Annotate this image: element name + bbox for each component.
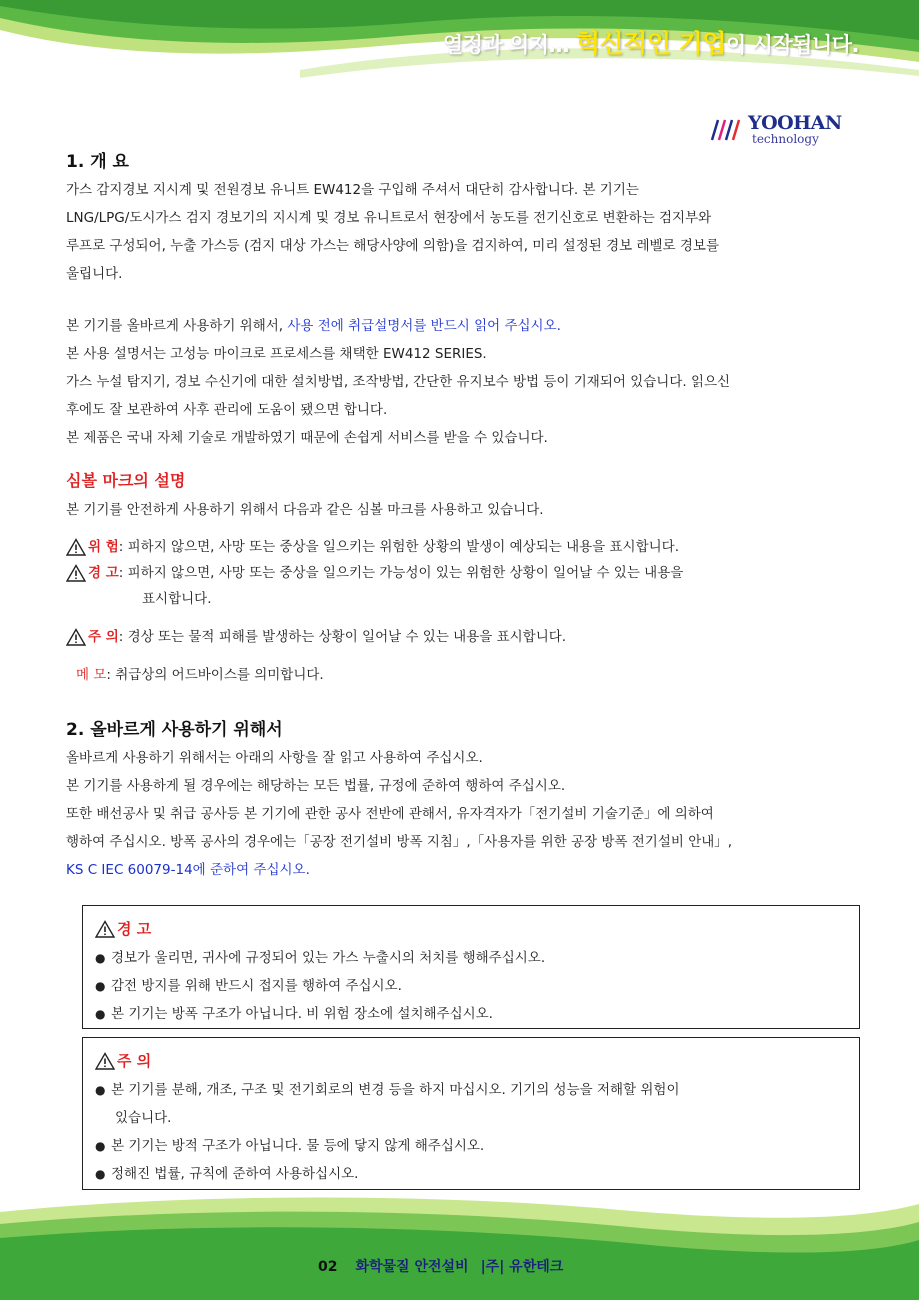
section1-line: 가스 감지경보 지시계 및 전원경보 유니트 EW412을 구입해 주셔서 대단히 감사합니다. 본 기기는 — [66, 182, 639, 198]
symbol-caution-text: : 경상 또는 물적 피해를 발생하는 상황이 일어날 수 있는 내용을 표시합니다. — [118, 629, 567, 645]
logo-subtitle: technology — [752, 132, 819, 146]
symbol-danger — [66, 534, 866, 560]
list-item: ● 본 기기는 방적 구조가 아닙니다. 물 등에 닿지 않게 해주십시오. — [95, 1132, 847, 1160]
list-item: ● 본 기기는 방폭 구조가 아닙니다. 비 위험 장소에 설치해주십시오. — [95, 1000, 847, 1028]
bullet-icon: ● — [95, 1139, 106, 1153]
section1-line: LNG/LPG/도시가스 검지 경보기의 지시계 및 경보 유니트로서 현장에서 농도를 전기신호로 변환하는 검지부와 — [66, 210, 712, 226]
symbol-memo-label: 메 모 — [76, 667, 107, 683]
caution-box-title-row — [95, 1046, 847, 1076]
list-item: ● 경보가 울리면, 귀사에 규정되어 있는 가스 누출시의 처치를 행해주십시오. — [95, 944, 847, 972]
warning-triangle-icon — [95, 920, 115, 938]
section2-title: 2. 올바르게 사용하기 위해서 — [66, 720, 283, 740]
usage-notice-emphasis: 사용 전에 취급설명서를 반드시 읽어 주십시오. — [287, 318, 561, 334]
section1-line: 후에도 잘 보관하여 사후 관리에 도움이 됐으면 합니다. — [66, 402, 388, 418]
section1-line: 가스 누설 탐지기, 경보 수신기에 대한 설치방법, 조작방법, 간단한 유지보수 방법 등이 기재되어 있습니다. 읽으신 — [66, 374, 731, 390]
warning-box-title-row — [95, 914, 847, 944]
symbol-memo — [66, 662, 866, 688]
section1-line: 본 사용 설명서는 고성능 마이크로 프로세스를 채택한 EW412 SERIES. — [66, 346, 487, 362]
symbol-danger-text: : 피하지 않으면, 사망 또는 중상을 일으키는 위험한 상황의 발생이 예상되는 내용을 표시합니다. — [118, 539, 679, 555]
warning-triangle-icon — [66, 538, 86, 556]
bullet-icon: ● — [95, 1083, 106, 1097]
warning-triangle-icon — [66, 628, 86, 646]
bullet-icon: ● — [95, 979, 106, 993]
symbol-caution-label: 주 의 — [88, 629, 119, 645]
slogan-highlight: 혁신적인 기업 — [575, 29, 726, 58]
section1-title: 1. 개 요 — [66, 152, 129, 172]
list-item-continuation: 있습니다. — [115, 1110, 172, 1126]
symbol-warning-text-cont: 표시합니다. — [142, 591, 212, 607]
bullet-icon: ● — [95, 1167, 106, 1181]
section2-line: 또한 배선공사 및 취급 공사등 본 기기에 관한 공사 전반에 관해서, 유자격자가「전기설비 기술기준」에 의하여 — [66, 806, 714, 822]
bullet-icon: ● — [95, 1007, 106, 1021]
section2-line: 행하여 주십시오. 방폭 공사의 경우에는「공장 전기설비 방폭 지침」,「사용자를 위한 공장 방폭 전기설비 안내」, — [66, 834, 733, 850]
logo-name: YOOHAN — [748, 112, 842, 134]
list-item: ● 본 기기를 분해, 개조, 구조 및 전기회로의 변경 등을 하지 마십시오. 기기의 성능을 저해할 위험이 — [95, 1076, 847, 1104]
section1-line: 루프로 구성되어, 누출 가스등 (검지 대상 가스는 해당사양에 의함)을 검지하여, 미리 설정된 경보 레벨로 경보를 — [66, 238, 719, 254]
section2-standard-line: KS C IEC 60079-14에 준하여 주십시오. — [66, 862, 310, 878]
page-footer — [0, 1190, 919, 1300]
symbol-danger-label: 위 험 — [88, 539, 119, 555]
warning-box — [82, 905, 860, 1029]
page-header — [0, 0, 919, 100]
section1-line: 본 제품은 국내 자체 기술로 개발하였기 때문에 손쉽게 서비스를 받을 수 있습니다. — [66, 430, 548, 446]
header-slogan: 열정과 의지… 혁신적인 기업이 시작됩니다. — [442, 29, 859, 58]
footer-wave-graphic — [0, 1190, 919, 1300]
caution-box-title: 주 의 — [117, 1052, 152, 1070]
list-item: ● 감전 방지를 위해 반드시 접지를 행하여 주십시오. — [95, 972, 847, 1000]
symbol-warning-text: : 피하지 않으면, 사망 또는 중상을 일으키는 가능성이 있는 위험한 상황이 일어날 수 있는 내용을 — [118, 565, 684, 581]
section1-line: 울립니다. — [66, 266, 123, 282]
symbol-caution — [66, 624, 866, 650]
list-item: ● 정해진 법률, 규칙에 준하여 사용하십시오. — [95, 1160, 847, 1188]
footer-title: 화학물질 안전설비 — [355, 1259, 469, 1275]
symbol-warning — [66, 560, 866, 586]
footer-text — [318, 1256, 563, 1276]
symbols-title: 심볼 마크의 설명 — [66, 471, 186, 490]
footer-company: |주| 유한테크 — [480, 1259, 564, 1275]
usage-notice: 본 기기를 올바르게 사용하기 위해서, 사용 전에 취급설명서를 반드시 읽어 주십시오. — [66, 318, 561, 334]
symbols-intro: 본 기기를 안전하게 사용하기 위해서 다음과 같은 심볼 마크를 사용하고 있습니다. — [66, 502, 544, 518]
warning-triangle-icon — [95, 1052, 115, 1070]
main-content — [66, 148, 866, 884]
page-number: 02 — [318, 1259, 338, 1275]
symbol-warning-label: 경 고 — [88, 565, 119, 581]
logo-stripes-icon — [708, 116, 744, 142]
section2-line: 본 기기를 사용하게 될 경우에는 해당하는 모든 법률, 규정에 준하여 행하여 주십시오. — [66, 778, 566, 794]
symbol-memo-text: : 취급상의 어드바이스를 의미합니다. — [106, 667, 324, 683]
bullet-icon: ● — [95, 951, 106, 965]
warning-box-title: 경 고 — [117, 920, 152, 938]
caution-box — [82, 1037, 860, 1190]
company-logo — [708, 112, 858, 148]
warning-triangle-icon — [66, 564, 86, 582]
section2-line: 올바르게 사용하기 위해서는 아래의 사항을 잘 읽고 사용하여 주십시오. — [66, 750, 483, 766]
